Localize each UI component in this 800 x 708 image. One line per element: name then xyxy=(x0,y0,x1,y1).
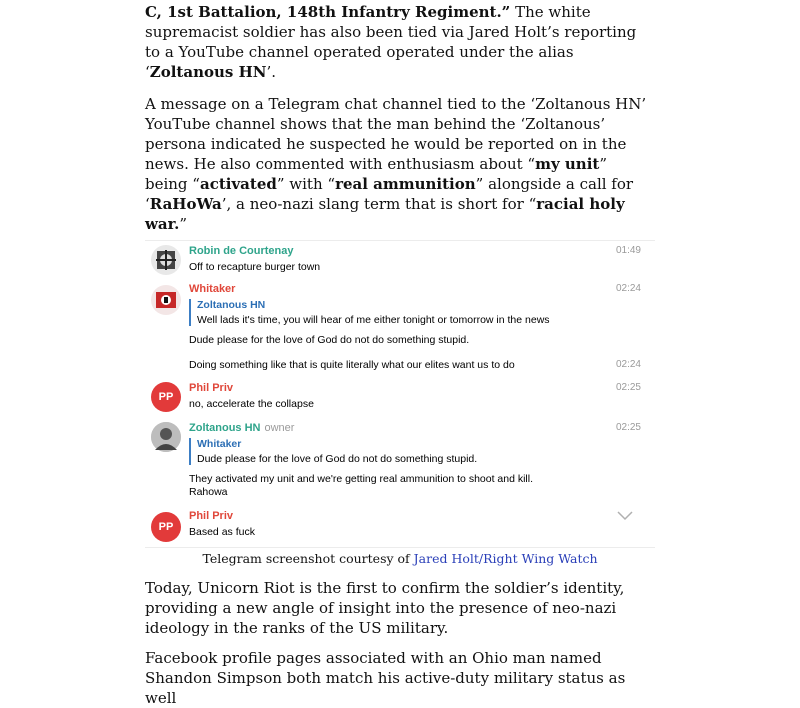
sender-name: Phil Priv xyxy=(189,382,234,394)
avatar xyxy=(151,285,181,315)
message-text: Doing something like that is quite literally what our elites want us to do xyxy=(189,359,515,371)
image-caption: Telegram screenshot courtesy of Jared Holt/Right Wing Watch xyxy=(202,551,598,566)
message-time: 02:25 xyxy=(615,382,641,393)
message-time: 02:24 xyxy=(615,359,641,370)
portrait-icon xyxy=(151,422,181,452)
sender-name: Robin de Courtenay xyxy=(189,245,294,257)
sender-name: Whitaker xyxy=(189,283,236,295)
avatar xyxy=(151,422,181,452)
avatar: PP xyxy=(151,382,181,412)
paragraph-1: C, 1st Battalion, 148th Infantry Regiment.” The white supremacist soldier has also been tied via Jared Holt’s reporting to a YouTube channel operated operated under the alias ‘Zoltanous HN’. xyxy=(145,3,637,81)
message-time: 02:24 xyxy=(615,283,641,294)
paragraph-3: Today, Unicorn Riot is the first to confirm the soldier’s identity, providing a new angle of insight into the presence of neo-nazi ideology in the ranks of the US military. xyxy=(145,579,625,637)
sender-name: Zoltanous HN owner xyxy=(189,422,295,434)
message-text: Based as fuck xyxy=(189,526,255,538)
owner-badge: owner xyxy=(264,422,295,434)
quote-text: Dude please for the love of God do not do something stupid. xyxy=(197,453,478,465)
avatar: PP xyxy=(151,512,181,542)
flag-icon xyxy=(153,287,179,313)
message-text: no, accelerate the collapse xyxy=(189,398,314,410)
message-time: 02:25 xyxy=(615,422,641,433)
quoted-reply xyxy=(189,438,477,465)
quoted-reply xyxy=(189,299,550,326)
telegram-screenshot xyxy=(145,240,655,548)
avatar xyxy=(151,245,181,275)
paragraph-4: Facebook profile pages associated with an Ohio man named Shandon Simpson both match his active-duty military status as well xyxy=(145,649,626,707)
message-time: 01:49 xyxy=(615,245,641,256)
quote-text: Well lads it's time, you will hear of me either tonight or tomorrow in the news xyxy=(197,314,550,326)
quote-author: Whitaker xyxy=(197,438,242,450)
message-text-line-2: Rahowa xyxy=(189,486,228,498)
message-text: Off to recapture burger town xyxy=(189,261,321,273)
caption-link[interactable]: Jared Holt/Right Wing Watch xyxy=(413,551,598,566)
message-text: Dude please for the love of God do not do something stupid. xyxy=(189,334,470,346)
quote-author: Zoltanous HN xyxy=(197,299,266,311)
emblem-icon xyxy=(153,247,179,273)
sender-name: Phil Priv xyxy=(189,510,234,522)
message-text: They activated my unit and we're getting real ammunition to shoot and kill. xyxy=(189,473,534,485)
paragraph-2: A message on a Telegram chat channel tied to the ‘Zoltanous HN’ YouTube channel shows that the man behind the ‘Zoltanous’ persona indicated he suspected he would be reported on in the news. He also commented with enthusiasm about “my unit” being “activated” with “real ammunition” alongside a call for ‘RaHoWa’, a neo-nazi slang term that is short for “racial holy war.” xyxy=(145,95,647,233)
chevron-down-icon[interactable] xyxy=(617,511,633,521)
